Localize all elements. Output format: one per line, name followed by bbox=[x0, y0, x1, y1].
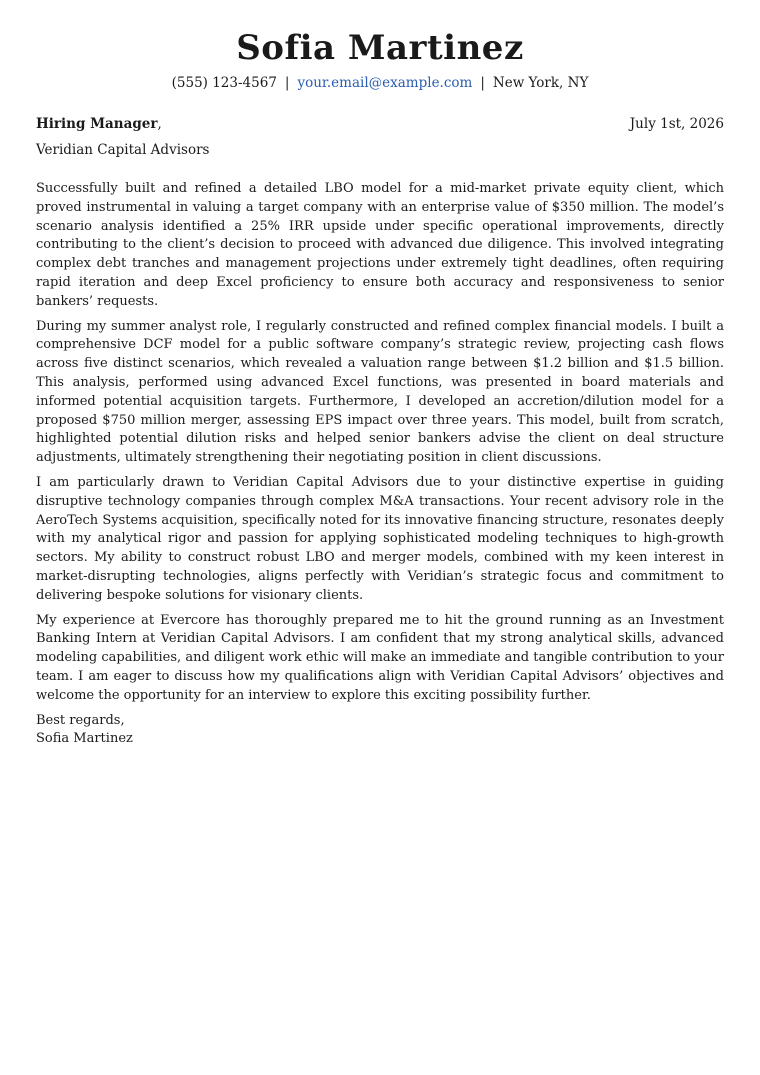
email-link[interactable]: your.email@example.com bbox=[297, 75, 473, 91]
closing-salutation: Best regards, bbox=[36, 712, 125, 728]
phone-number: (555) 123-4567 bbox=[171, 75, 277, 91]
closing-block bbox=[36, 712, 724, 750]
body-paragraph: Successfully built and refined a detailed LBO model for a mid-market private equity client, which proved instrumental in valuing a target company with an enterprise value of $350 million. The model’s scenario analysis identified a 25% IRR upside under specific operational improvements, directly contributing to the client’s decision to proceed with advanced due diligence. This involved integrating complex debt tranches and management projections under extremely tight deadlines, often requiring rapid iteration and deep Excel proficiency to ensure both accuracy and responsiveness to senior bankers’ requests. bbox=[36, 181, 724, 309]
signature: Sofia Martinez bbox=[36, 731, 133, 747]
body-paragraph: My experience at Evercore has thoroughly prepared me to hit the ground running as an Investment Banking Intern at Veridian Capital Advisors. I am confident that my strong analytical skills, advanced modeling capabilities, and diligent work ethic will make an immediate and tangible contribution to your team. I am eager to discuss how my qualifications align with Veridian Capital Advisors’ objectives and welcome the opportunity for an interview to explore this exciting possibility further. bbox=[36, 612, 724, 703]
body-paragraph: During my summer analyst role, I regularly constructed and refined complex financial models. I built a comprehensive DCF model for a public software company’s strategic review, projecting cash flows across five distinct scenarios, which revealed a valuation range between $1.2 billion and $1.5 billion. This analysis, performed using advanced Excel functions, was presented in board materials and informed potential acquisition targets. Furthermore, I developed an accretion/dilution model for a proposed $750 million merger, assessing EPS impact over three years. This model, built from scratch, highlighted potential dilution risks and helped senior bankers advise the client on deal structure adjustments, ultimately strengthening their negotiating position in client discussions. bbox=[36, 318, 724, 466]
recipient-company: Veridian Capital Advisors bbox=[36, 142, 210, 158]
recipient-line bbox=[36, 115, 162, 133]
body-paragraph: I am particularly drawn to Veridian Capital Advisors due to your distinctive expertise in guiding disruptive technology companies through complex M&A transactions. Your recent advisory role in the AeroTech Systems acquisition, specifically noted for its innovative financing structure, resonates deeply with my analytical rigor and passion for applying sophisticated modeling techniques to high-growth sectors. My ability to construct robust LBO and merger models, combined with my keen interest in market-disrupting technologies, aligns perfectly with Veridian’s strategic focus and commitment to delivering bespoke solutions for visionary clients. bbox=[36, 474, 724, 603]
contact-separator: | bbox=[480, 75, 485, 91]
recipient-name: Hiring Manager bbox=[36, 116, 158, 132]
contact-separator: | bbox=[284, 75, 290, 91]
letter-body bbox=[36, 180, 724, 706]
applicant-name: Sofia Martinez bbox=[236, 28, 524, 68]
contact-line bbox=[36, 74, 724, 92]
recipient-suffix: , bbox=[157, 116, 162, 132]
location: New York, NY bbox=[492, 75, 589, 91]
recipient-date-row bbox=[36, 115, 724, 133]
letter-date: July 1st, 2026 bbox=[629, 116, 724, 132]
